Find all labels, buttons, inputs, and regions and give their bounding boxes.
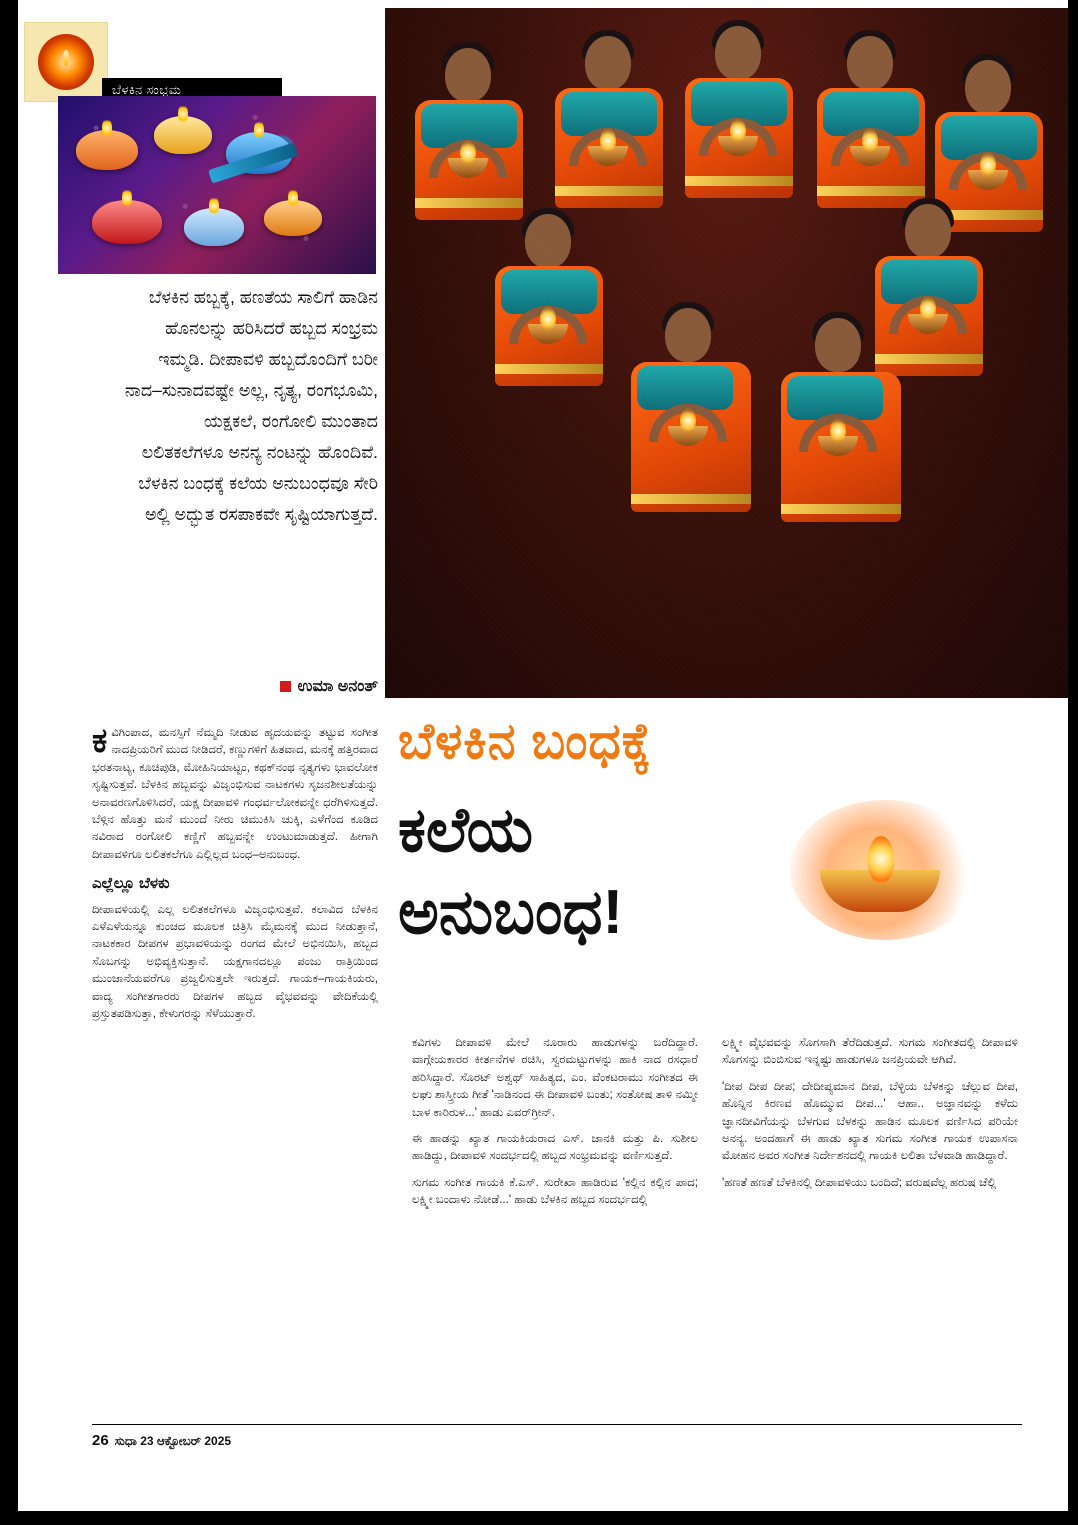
diya-illustration bbox=[790, 800, 980, 940]
dance-troupe-photo bbox=[385, 8, 1068, 698]
paragraph: ಕವಿಗಳು ದೀಪಾವಳಿ ಮೇಲೆ ನೂರಾರು ಹಾಡುಗಳನ್ನು ಬರೆದಿದ್ದಾರೆ. ವಾಗ್ಗೇಯಕಾರರ ಕೀರ್ತನೆಗಳ ರಚಿಸಿ, ಸ್ವರಮಟ್ಟುಗಳನ್ನು ಹಾಕಿ ನಾದ ರಸಧಾರೆ ಹರಿಸಿದ್ದಾರೆ. ಸೊರಟ್ ಅಶ್ವಥ್ ಸಾಹಿತ್ಯದ, ಎಂ. ವೆಂಕಟರಾಮು ಸಂಗೀತದ ಈ ಲಘು ಶಾಸ್ತ್ರೀಯ ಗೀತೆ 'ನಾಡಿನಂದ ಈ ದೀಪಾವಳಿ ಬಂತು; ಸಂತೋಷ ತಾಳಿ ನಮ್ಮೀ ಬಾಳ ಕಾರಿರುಳ...' ಹಾಡು ಎವರ್‌ಗ್ರೀನ್. bbox=[412, 1036, 698, 1119]
collage-lamp bbox=[76, 130, 138, 170]
drop-cap: ಕ bbox=[92, 722, 108, 760]
headline-word-anubandha: ಅನುಬಂಧ! bbox=[398, 878, 624, 947]
paragraph: ಲಕ್ಷ್ಮೀ ವೈಭವವನ್ನು ಸೊಗಸಾಗಿ ತೆರೆದಿಡುತ್ತದೆ. ಸುಗಮ ಸಂಗೀತದಲ್ಲಿ ದೀಪಾವಳಿ ಸೊಗಸನ್ನು ಬಿಂಬಿಸುವ ಇನ್ನಷ್ಟು ಹಾಡುಗಳೂ ಜನಪ್ರಿಯವೇ ಆಗಿವೆ. bbox=[722, 1036, 1018, 1067]
page-footer bbox=[92, 1432, 231, 1449]
diya-flame-icon bbox=[63, 50, 69, 66]
body-column-3 bbox=[722, 1034, 1018, 1200]
collage-lamp bbox=[184, 208, 244, 246]
paragraph: ದೀಪಾವಳಿಯಲ್ಲಿ ಎಲ್ಲ ಲಲಿತಕಲೆಗಳೂ ವಿಜೃಂಭಿಸುತ್ತವೆ. ಕಲಾವಿದ ಬೆಳಕಿನ ಎಳೆಎಳೆಯನ್ನೂ ಕುಂಚದ ಮೂಲಕ ಚಿತ್ರಿಸಿ ಮೈಮನಕ್ಕೆ ಮುದ ನೀಡುತ್ತಾನೆ, ನಾಟಕಕಾರ ದೀಪಗಳ ಪ್ರಭಾವಳಿಯನ್ನು ರಂಗದ ಮೇಲೆ ಅಭಿನಯಿಸಿ, ಹಬ್ಬದ ಸೊಬಗನ್ನು ಅಭಿವ್ಯಕ್ತಿಸುತ್ತಾನೆ. ಯಕ್ಷಗಾನದಲ್ಲೂ ಪಂಜು ರಾತ್ರಿಯಿಂದ ಮುಂಜಾನೆಯವರೆಗೂ ಪ್ರಜ್ವಲಿಸುತ್ತಲೇ ಇರುತ್ತದೆ. ಗಾಯಕ–ಗಾಯಕಿಯರು, ವಾದ್ಯ ಸಂಗೀತಗಾರರು ದೀಪಗಳ ಹಬ್ಬದ ವೈಭವವನ್ನು ವೇದಿಕೆಯಲ್ಲಿ ಪ್ರಸ್ತುತಪಡಿಸುತ್ತಾ, ಕೇಳುಗರನ್ನು ಸೆಳೆಯುತ್ತಾರೆ. bbox=[92, 902, 378, 1021]
headline-word-kaleya: ಕಲೆಯ bbox=[398, 796, 533, 865]
issue-line: ಸುಧಾ 23 ಆಕ್ಟೋಬರ್ 2025 bbox=[114, 1434, 232, 1448]
section-label: ಬೆಳಕಿನ ಸಂಭ್ರಮ bbox=[102, 78, 282, 102]
byline-marker-icon bbox=[280, 681, 291, 692]
right-black-margin bbox=[1068, 0, 1078, 1525]
body-column-1 bbox=[92, 724, 378, 1032]
paragraph: ಸುಗಮ ಸಂಗೀತ ಗಾಯಕಿ ಕೆ.ಎಸ್. ಸುರೇಖಾ ಹಾಡಿರುವ 'ಕಲ್ಲಿನ ಕಲ್ಲಿನ ಪಾದ; ಲಕ್ಷ್ಮೀ ಬಂದಾಳು ನೋಡೆ...' ಹಾಡು ಬೆಳಕಿನ ಹಬ್ಬದ ಸಂದರ್ಭದಲ್ಲಿ bbox=[412, 1175, 698, 1207]
author-name: ಉಮಾ ಅನಂತ್ bbox=[297, 678, 378, 695]
collage-lamp bbox=[264, 200, 322, 236]
diya-flame-icon bbox=[868, 836, 894, 882]
paragraph: 'ಹಣತೆ ಹಣತೆ ಬೆಳಕಿನಲ್ಲಿ ದೀಪಾವಳಿಯು ಬಂದಿದೆ; ವರುಷವೆಲ್ಲ ಹರುಷ ಚೆಲ್ಲಿ bbox=[722, 1175, 997, 1189]
paragraph bbox=[92, 724, 378, 863]
page-number: 26 bbox=[92, 1432, 109, 1449]
paint-brush-icon bbox=[208, 142, 298, 183]
subheading: ಎಲ್ಲೆಲ್ಲೂ ಬೆಳಕು bbox=[92, 875, 170, 893]
bottom-black-margin bbox=[0, 1511, 1078, 1525]
diya-stamp-decoration bbox=[24, 22, 108, 102]
paragraph: ಈ ಹಾಡನ್ನು ಖ್ಯಾತ ಗಾಯಕಿಯರಾದ ಎಸ್. ಜಾನಕಿ ಮತ್ತು ಪಿ. ಸುಶೀಲ ಹಾಡಿದ್ದು, ದೀಪಾವಳಿ ಸಂದರ್ಭದಲ್ಲಿ ಹಬ್ಬದ ಸಂಭ್ರಮವನ್ನು ವರ್ಣಿಸುತ್ತದೆ. bbox=[412, 1132, 698, 1163]
left-black-margin bbox=[0, 0, 18, 1525]
collage-lamp bbox=[92, 200, 162, 244]
collage-lamp bbox=[154, 116, 212, 154]
footer-rule bbox=[92, 1424, 1022, 1425]
body-column-2 bbox=[412, 1034, 698, 1218]
diya-collage-image bbox=[58, 96, 376, 274]
intro-standfirst: ಬೆಳಕಿನ ಹಬ್ಬಕ್ಕೆ, ಹಣತೆಯ ಸಾಲಿಗೆ ಹಾಡಿನ ಹೊನಲನ್ನು ಹರಿಸಿದರೆ ಹಬ್ಬದ ಸಂಭ್ರಮ ಇಮ್ಮಡಿ. ದೀಪಾವಳಿ ಹಬ್ಬದೊಂದಿಗೆ ಬರೀ ನಾದ–ಸುನಾದವಷ್ಟೇ ಅಲ್ಲ, ನೃತ್ಯ, ರಂಗಭೂಮಿ, ಯಕ್ಷಕಲೆ, ರಂಗೋಲಿ ಮುಂತಾದ ಲಲಿತಕಲೆಗಳೂ ಅನನ್ಯ ನಂಟನ್ನು ಹೊಂದಿವೆ. ಬೆಳಕಿನ ಬಂಧಕ್ಕೆ ಕಲೆಯ ಅನುಬಂಧವೂ ಸೇರಿ ಅಲ್ಲಿ ಅದ್ಭುತ ರಸಪಾಕವೇ ಸೃಷ್ಟಿಯಾಗುತ್ತದೆ. bbox=[124, 287, 378, 524]
paragraph-text: ವಿಗಿಂಪಾದ, ಮನಸ್ಸಿಗೆ ನೆಮ್ಮದಿ ನೀಡುವ ಹೃದಯವನ್ನು ತಟ್ಟುವ ಸಂಗೀತ ನಾದಪ್ರಿಯರಿಗೆ ಮುದ ನೀಡಿದರೆ, ಕಣ್ಣುಗಳಿಗೆ ಹಿತವಾದ, ಮನಕ್ಕೆ ಹತ್ತಿರವಾದ ಭರತನಾಟ್ಯ, ಕೂಚಿಪುಡಿ, ಮೋಹಿನಿಯಾಟ್ಟಂ, ಕಥಕ್‌ನಂಥ ನೃತ್ಯಗಳು ಭಾವಲೋಕ ಸೃಷ್ಟಿಸುತ್ತವೆ. ಬೆಳಕಿನ ಹಬ್ಬವನ್ನು ವಿಜೃಂಭಿಸುವ ನಾಟಕಗಳು ಸೃಜನಶೀಲತೆಯನ್ನು ಅನಾವರಣಗೊಳಿಸಿದರೆ, ಯಕ್ಷ ದೀಪಾವಳಿ ಗಂಧರ್ವಲೋಕವನ್ನೇ ಧರೆಗಿಳಿಸುತ್ತದೆ. ಬೆಳ್ಗಿನ ಹೊತ್ತು ಮನೆ ಮುಂದೆ ನೀರು ಚಿಮುಕಿಸಿ ಚುಕ್ಕಿ, ಎಳೆಗೆಂದ ಕೂಡಿದ ನವಿರಾದ ರಂಗೋಲಿ ಕಣ್ಣಿಗೆ ಹಬ್ಬವನ್ನೇ ಉಂಟುಮಾಡುತ್ತದೆ. ಹೀಗಾಗಿ ದೀಪಾವಳಿಗೂ ಲಲಿತಕಲೆಗೂ ಎಲ್ಲಿಲ್ಲದ ಬಂಧ–ಅನುಬಂಧ. bbox=[92, 726, 378, 861]
headline-line-1: ಬೆಳಕಿನ ಬಂಧಕ್ಕೆ bbox=[398, 713, 652, 769]
collage-lamp bbox=[226, 132, 292, 174]
paragraph: 'ದೀಪ ದೀಪ ದೀಪ; ದೇದೀಪ್ಯಮಾನ ದೀಪ, ಬೆಳ್ಳಿಯ ಬೆಳಕನ್ನು ಚೆಲ್ಲುವ ದೀಪ, ಹೊನ್ನಿನ ಕಿರಣವ ಹೊಮ್ಮುವ ದೀಪ...' ಆಹಾ.. ಅಜ್ಞಾನವನ್ನು ಕಳೆದು ಜ್ಞಾನದೀವಿಗೆಯನ್ನು ಬೆಳಗುವ ಬೆಳಕನ್ನು ಹಾಡಿನ ಮೂಲಕ ವರ್ಣಿಸಿದ ಪರಿಯೇ ಅನನ್ಯ. ಅಂದಹಾಗೆ ಈ ಹಾಡು ಖ್ಯಾತ ಸುಗಮ ಸಂಗೀತ ಗಾಯಕ ಉಪಾಸನಾ ಮೋಹನ ಅವರ ಸಂಗೀತ ನಿರ್ದೇಶನದಲ್ಲಿ ಗಾಯಕಿ ಲಲಿತಾ ಬೆಳವಾಡಿ ಹಾಡಿದ್ದಾರೆ. bbox=[722, 1079, 1018, 1163]
author-byline bbox=[160, 678, 378, 696]
